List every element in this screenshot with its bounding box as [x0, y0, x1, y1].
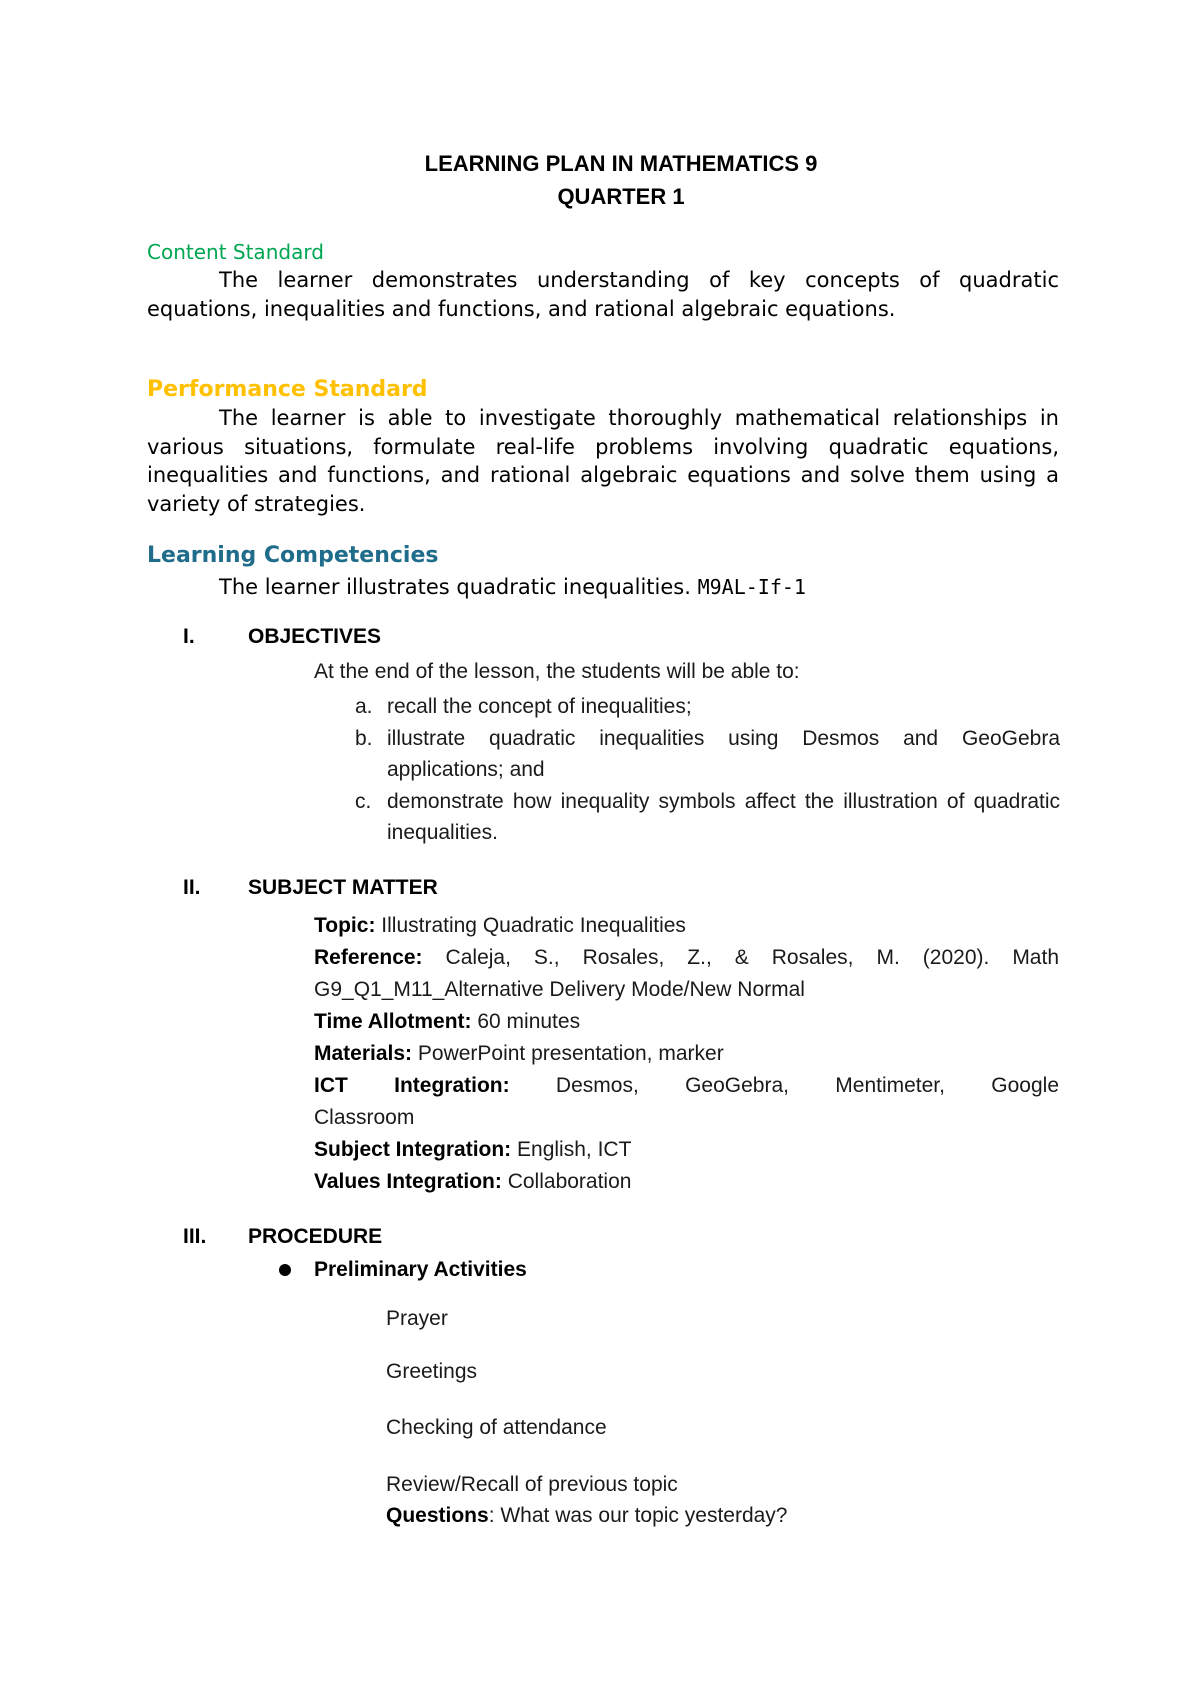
objectives-number: I. — [183, 625, 195, 648]
performance-standard-heading: Performance Standard — [147, 377, 428, 402]
document-subtitle: QUARTER 1 — [557, 184, 685, 209]
competency-code: M9AL-If-1 — [697, 575, 806, 599]
content-standard-heading: Content Standard — [147, 240, 324, 264]
preliminary-activities-heading: Preliminary Activities — [314, 1258, 527, 1281]
activity-prayer: Prayer — [386, 1307, 448, 1330]
objectives-title: OBJECTIVES — [248, 625, 382, 648]
subject-matter-number: II. — [183, 876, 201, 899]
bullet-icon — [279, 1264, 291, 1276]
objective-item: b. illustrate quadratic inequalities using Desmos and GeoGebra applications; and — [355, 726, 1060, 781]
learning-competencies-heading: Learning Competencies — [147, 543, 439, 568]
procedure-number: III. — [183, 1225, 207, 1248]
objective-item: a. recall the concept of inequalities; — [355, 695, 692, 718]
time-allotment-line: Time Allotment: 60 minutes — [314, 1010, 581, 1033]
questions-line: Questions: What was our topic yesterday? — [386, 1504, 788, 1527]
objective-item: c. demonstrate how inequality symbols affect the illustration of quadratic inequalities. — [355, 789, 1060, 844]
values-integration-line: Values Integration: Collaboration — [314, 1170, 632, 1193]
reference-line: Reference: Caleja, S., Rosales, Z., & Rosales, M. (2020). Math — [314, 946, 1059, 969]
performance-standard-text: The learner is able to investigate thoroughly mathematical relationships in various situations, formulate real-life problems involving quadratic equations, inequalities and functions, and rational algebraic equations and solve them using a variety of strategies. — [147, 406, 1059, 516]
ict-integration-line-2: Classroom — [314, 1106, 415, 1129]
subject-integration-line: Subject Integration: English, ICT — [314, 1138, 632, 1161]
objectives-intro: At the end of the lesson, the students will be able to: — [314, 660, 800, 683]
ict-integration-line: ICT Integration: Desmos, GeoGebra, Mentimeter, Google — [314, 1074, 1059, 1097]
procedure-title: PROCEDURE — [248, 1225, 383, 1248]
reference-line-2: G9_Q1_M11_Alternative Delivery Mode/New Normal — [314, 978, 805, 1001]
content-standard-text: The learner demonstrates understanding of key concepts of quadratic equations, inequalities and functions, and rational algebraic equations. — [147, 268, 1059, 321]
topic-line: Topic: Illustrating Quadratic Inequalities — [314, 914, 686, 937]
document-title: LEARNING PLAN IN MATHEMATICS 9 — [424, 151, 818, 176]
materials-line: Materials: PowerPoint presentation, marker — [314, 1042, 724, 1065]
objectives-list — [355, 691, 1060, 849]
activity-greetings: Greetings — [386, 1360, 478, 1383]
activity-review: Review/Recall of previous topic — [386, 1473, 678, 1496]
learning-competency-text: The learner illustrates quadratic inequalities. M9AL-If-1 — [219, 575, 806, 599]
activity-attendance: Checking of attendance — [386, 1416, 607, 1439]
subject-matter-title: SUBJECT MATTER — [248, 876, 438, 899]
